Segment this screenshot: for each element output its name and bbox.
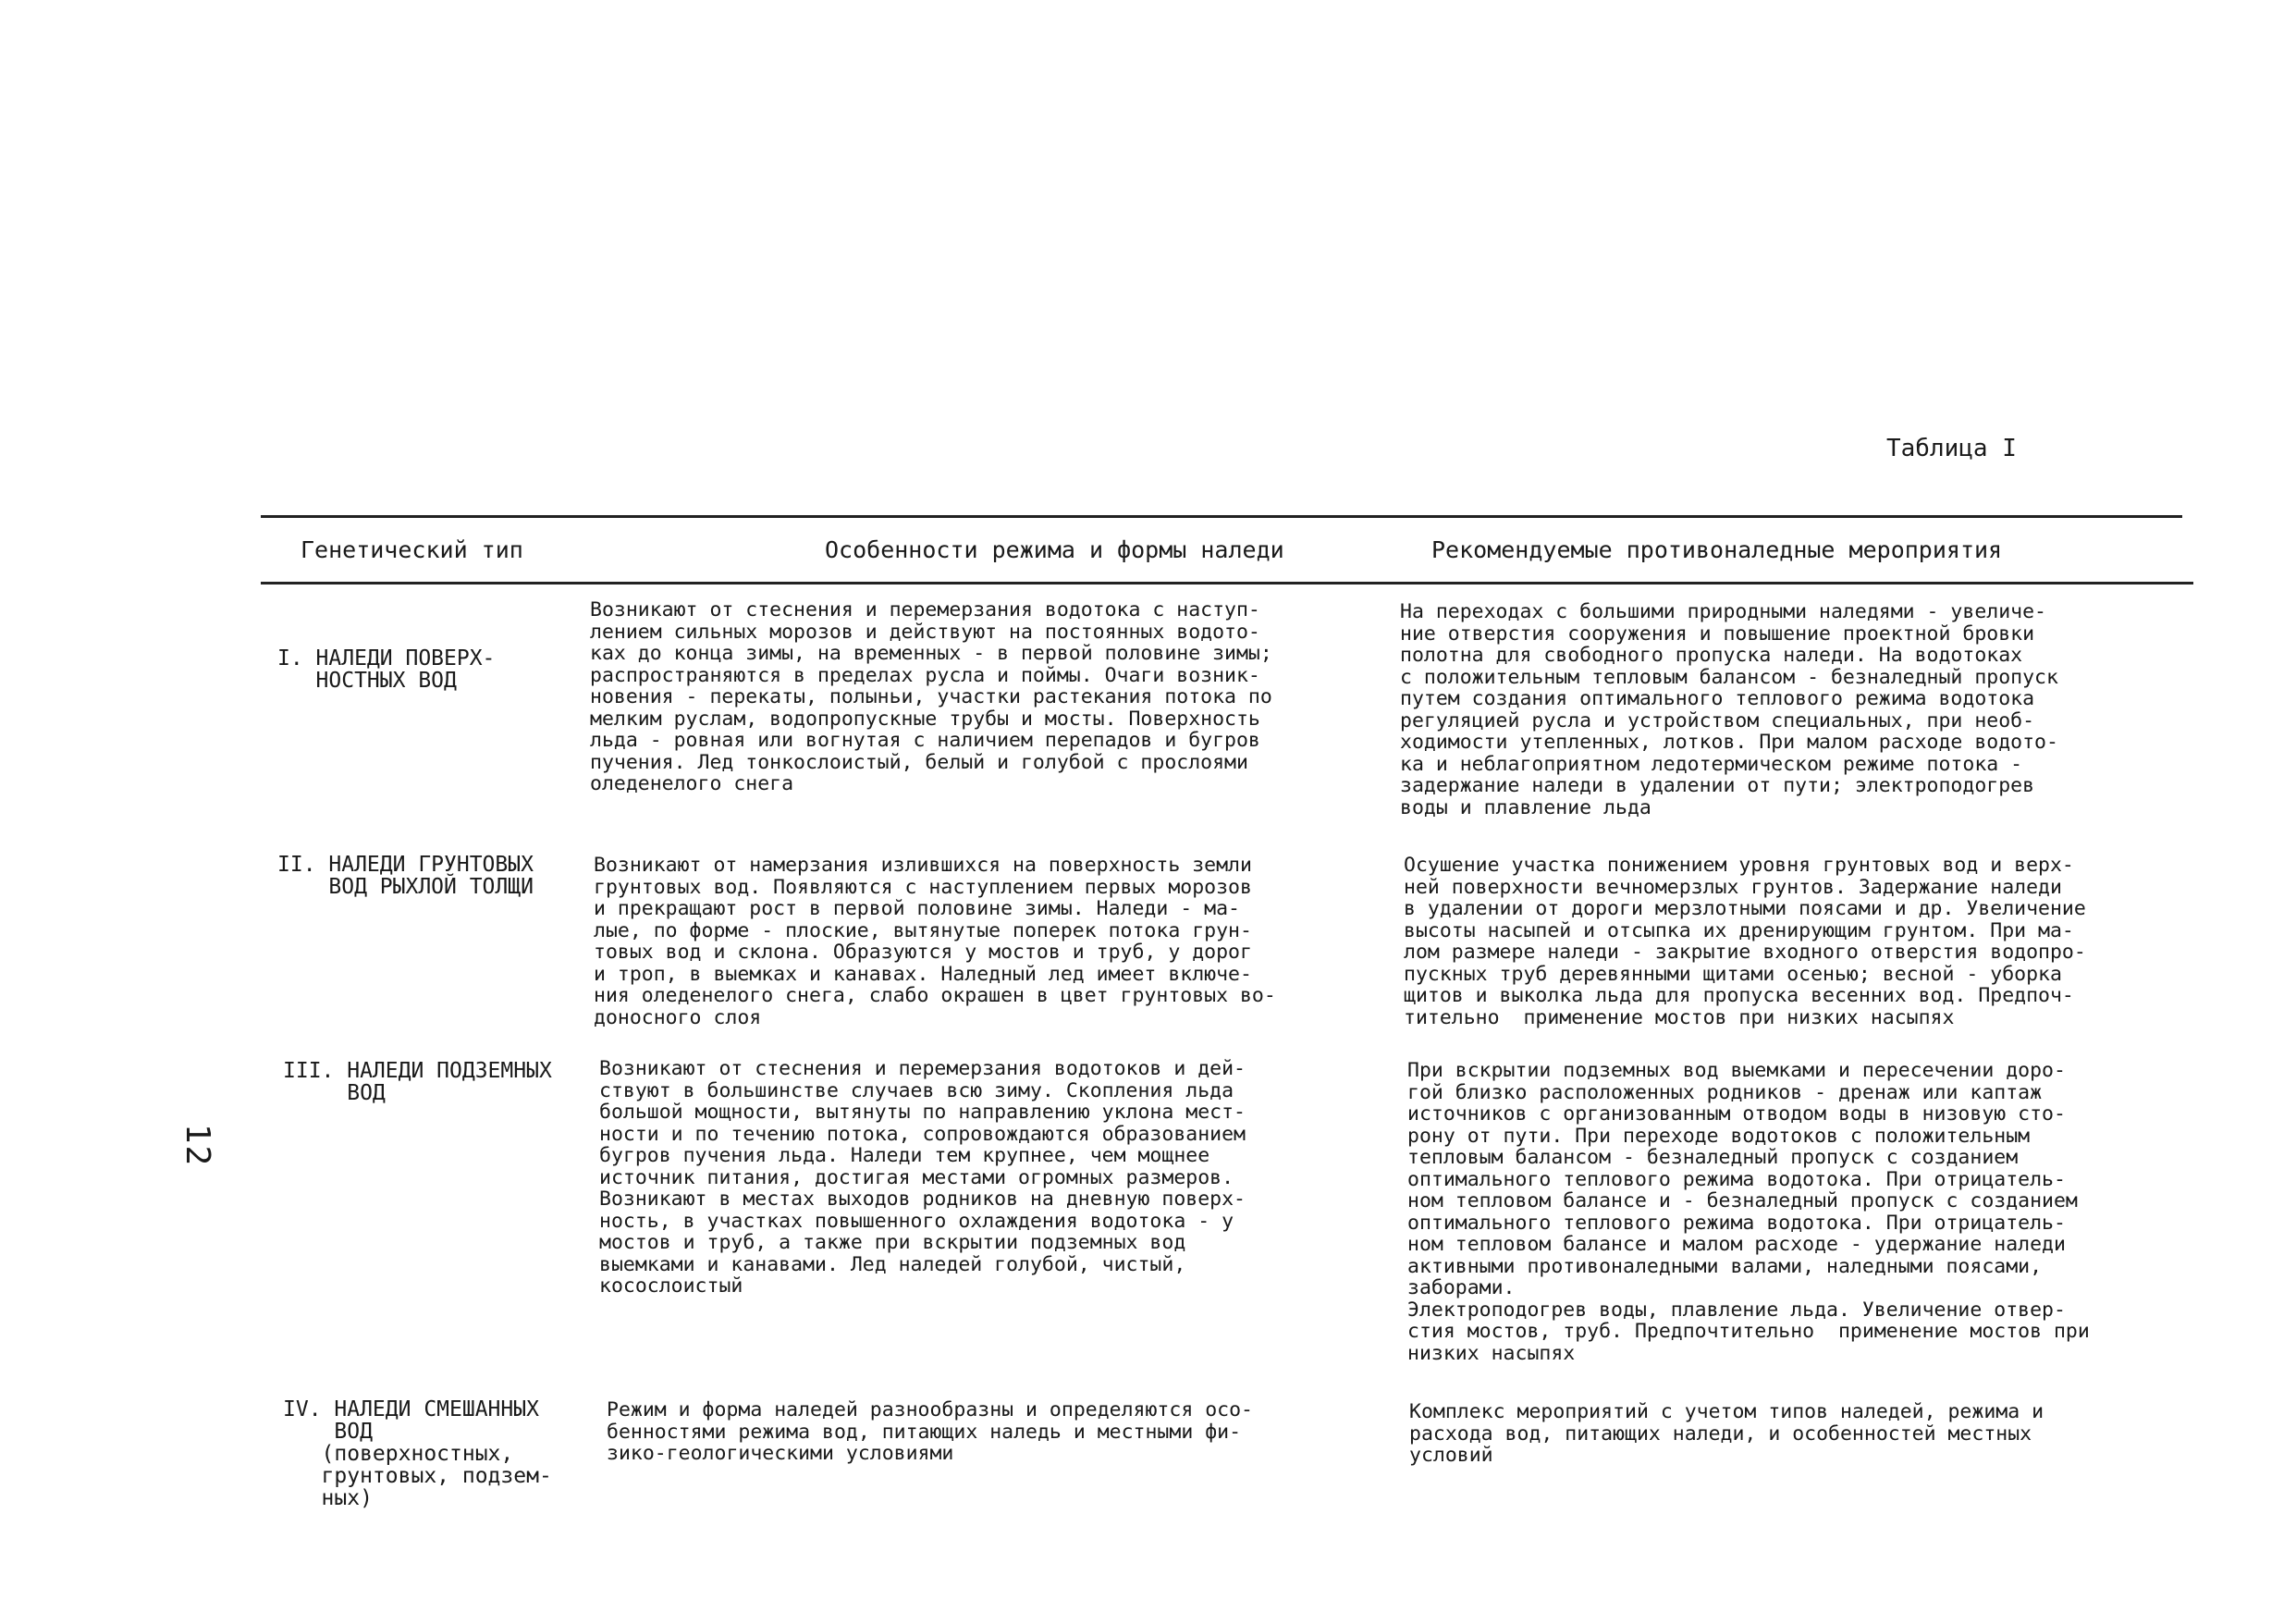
row-1-regime: Возникают от стеснения и перемерзания водотока с наступ- лением сильных морозов и действуют на постоянных водото- ках до конца зимы, на временных - в первой половине зимы; распространяются в пределах русла и поймы. Очаги возник- новения - перекаты, полыньи, участки растекания потока по мелким руслам, водопропускные трубы и мосты. Поверхность льда - ровная или вогнутая с наличием перепадов и бугров пучения. Лед тонкослоистый, белый и голубой с прослоями оледенелого снега (590, 598, 1272, 795)
column-header-measures: Рекомендуемые противоналедные мероприятия (1431, 536, 2003, 563)
row-4-measures: Комплекс мероприятий с учетом типов наледей, режима и расхода вод, питающих наледи, и особенностей местных условий (1409, 1400, 2044, 1467)
page-number: 12 (178, 1123, 217, 1168)
table-header-rule (261, 582, 2193, 585)
table-caption: Таблица I (1886, 435, 2017, 462)
row-1-type: I. НАЛЕДИ ПОВЕРХ- НОСТНЫХ ВОД (277, 646, 496, 693)
row-4-regime: Режим и форма наледей разнообразны и определяются осо- бенностями режима вод, питающих наледь и местными фи- зико-геологическими условиями (607, 1398, 1253, 1465)
row-3-type: III. НАЛЕДИ ПОДЗЕМНЫХ ВОД (283, 1059, 552, 1105)
row-4-type: IV. НАЛЕДИ СМЕШАННЫХ ВОД (поверхностных, грунтовых, подзем- ных) (283, 1397, 552, 1510)
column-header-type: Генетический тип (301, 536, 523, 563)
row-1-measures: На переходах с большими природными наледями - увеличе- ние отверстия сооружения и повышение проектной бровки полотна для свободного пропуска наледи. На водотоках с положительным тепловым балансом - безналедный пропуск путем создания оптимального теплового режима водотока регуляцией русла и устройством специальных, при необ- ходимости утепленных, лотков. При малом расходе водото- ка и неблагоприятном ледотермическом режиме потока - задержание наледи в удалении от пути; электроподогрев воды и плавление льда (1400, 600, 2058, 819)
row-2-regime: Возникают от намерзания излившихся на поверхность земли грунтовых вод. Появляются с наступлением первых морозов и прекращают рост в первой половине зимы. Наледи - ма- лые, по форме - плоские, вытянутые поперек потока грун- товых вод и склона. Образуются у мостов и труб, у дорог и троп, в выемках и канавах. Наледный лед имеет включе- ния оледенелого снега, слабо окрашен в цвет грунтовых во- доносного слоя (594, 854, 1276, 1029)
row-3-measures: При вскрытии подземных вод выемками и пересечении доро- гой близко расположенных родников - дренаж или каптаж источников с организованным отводом воды в низовую сто- рону от пути. При переходе водотоков с положительным тепловым балансом - безналедный пропуск с созданием оптимального теплового режима водотока. При отрицатель- ном тепловом балансе и - безналедный пропуск с созданием оптимального теплового режима водотока. При отрицатель- ном тепловом балансе и малом расходе - удержание наледи активными противоналедными валами, наледными поясами, заборами. Электроподогрев воды, плавление льда. Увеличение отвер- стия мостов, труб. Предпочтительно применение мостов при низких насыпях (1407, 1059, 2090, 1365)
row-3-regime: Возникают от стеснения и перемерзания водотоков и дей- ствуют в большинстве случаев всю зиму. Скопления льда большой мощности, вытянуты по направлению уклона мест- ности и по течению потока, сопровождаются образованием бугров пучения льда. Наледи тем крупнее, чем мощнее источник питания, достигая местами огромных размеров. Возникают в местах выходов родников на дневную поверх- ность, в участках повышенного охлаждения водотока - у мостов и труб, а также при вскрытии подземных вод выемками и канавами. Лед наледей голубой, чистый, косослоистый (599, 1057, 1246, 1298)
row-2-type: II. НАЛЕДИ ГРУНТОВЫХ ВОД РЫХЛОЙ ТОЛЩИ (277, 853, 534, 899)
table-top-rule (261, 515, 2182, 518)
row-2-measures: Осушение участка понижением уровня грунтовых вод и верх- ней поверхности вечномерзлых грунтов. Задержание наледи в удалении от дороги мерзлотными поясами и др. Увеличение высоты насыпей и отсыпка их дренирующим грунтом. При ма- лом размере наледи - закрытие входного отверстия водопро- пускных труб деревянными щитами осенью; весной - уборка щитов и выколка льда для пропуска весенних вод. Предпоч- тительно применение мостов при низких насыпях (1404, 854, 2086, 1029)
column-header-regime: Особенности режима и формы наледи (825, 536, 1284, 563)
